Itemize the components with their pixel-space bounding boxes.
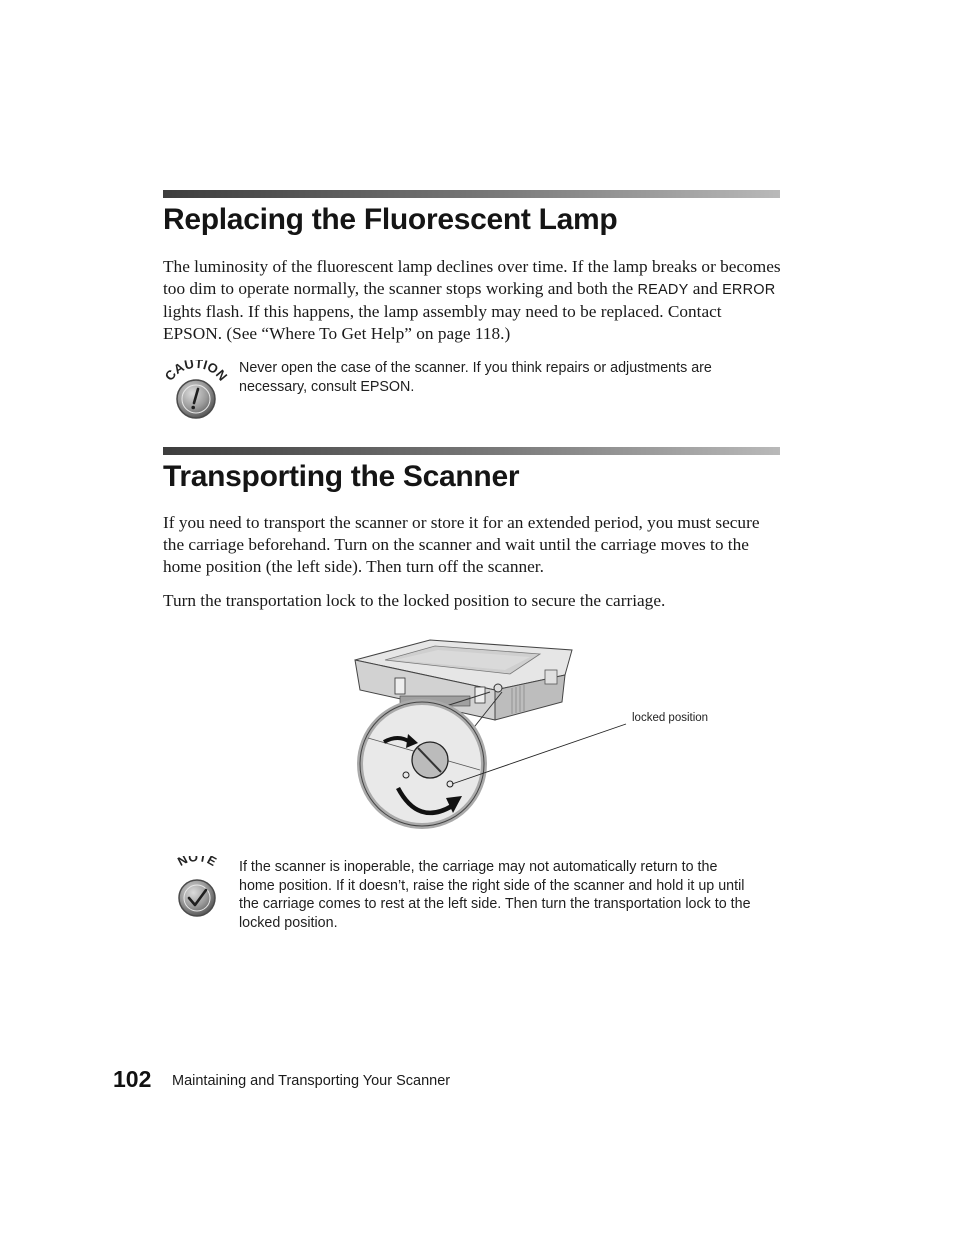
caution-icon <box>160 360 232 420</box>
ready-light-label: READY <box>637 282 689 298</box>
error-light-label: ERROR <box>722 282 776 298</box>
running-footer-title: Maintaining and Transporting Your Scanner <box>172 1073 451 1089</box>
svg-text:CAUTION: CAUTION <box>161 360 231 384</box>
section-heading: Transporting the Scanner <box>163 460 520 493</box>
caution-text: Never open the case of the scanner. If you think repairs or adjustments are necessary, consult EPSON. <box>239 360 712 395</box>
body-paragraph: Turn the transportation lock to the locked position to secure the carriage. <box>163 591 666 610</box>
body-paragraph: If you need to transport the scanner or store it for an extended period, you must secure the carriage beforehand. Turn on the scanner and wait until the carriage moves to the home position (the left side). Then turn off the scanner. <box>163 513 760 576</box>
locked-position-callout: locked position <box>632 712 709 724</box>
section-rule <box>163 447 780 455</box>
note-text: If the scanner is inoperable, the carriage may not automatically return to the home position. If it doesn’t, raise the right side of the scanner and hold it up until the carriage comes to rest at the left side. Then turn the transportation lock to the locked position. <box>239 859 751 931</box>
page-number: 102 <box>113 1066 152 1092</box>
section-heading: Replacing the Fluorescent Lamp <box>163 203 618 236</box>
section-rule <box>163 190 780 198</box>
body-paragraph: The luminosity of the fluorescent lamp declines over time. If the lamp breaks or becomes too dim to operate normally, the scanner stops working and both the READY and ERROR lights flash. If this happens, the lamp assembly may need to be replaced. Contact EPSON. (See “Where To Get Help” on page 118.) <box>163 257 781 343</box>
svg-text:NOTE: NOTE <box>175 856 219 869</box>
scanner-lock-illustration <box>340 630 760 840</box>
note-checkmark-icon <box>170 856 224 918</box>
